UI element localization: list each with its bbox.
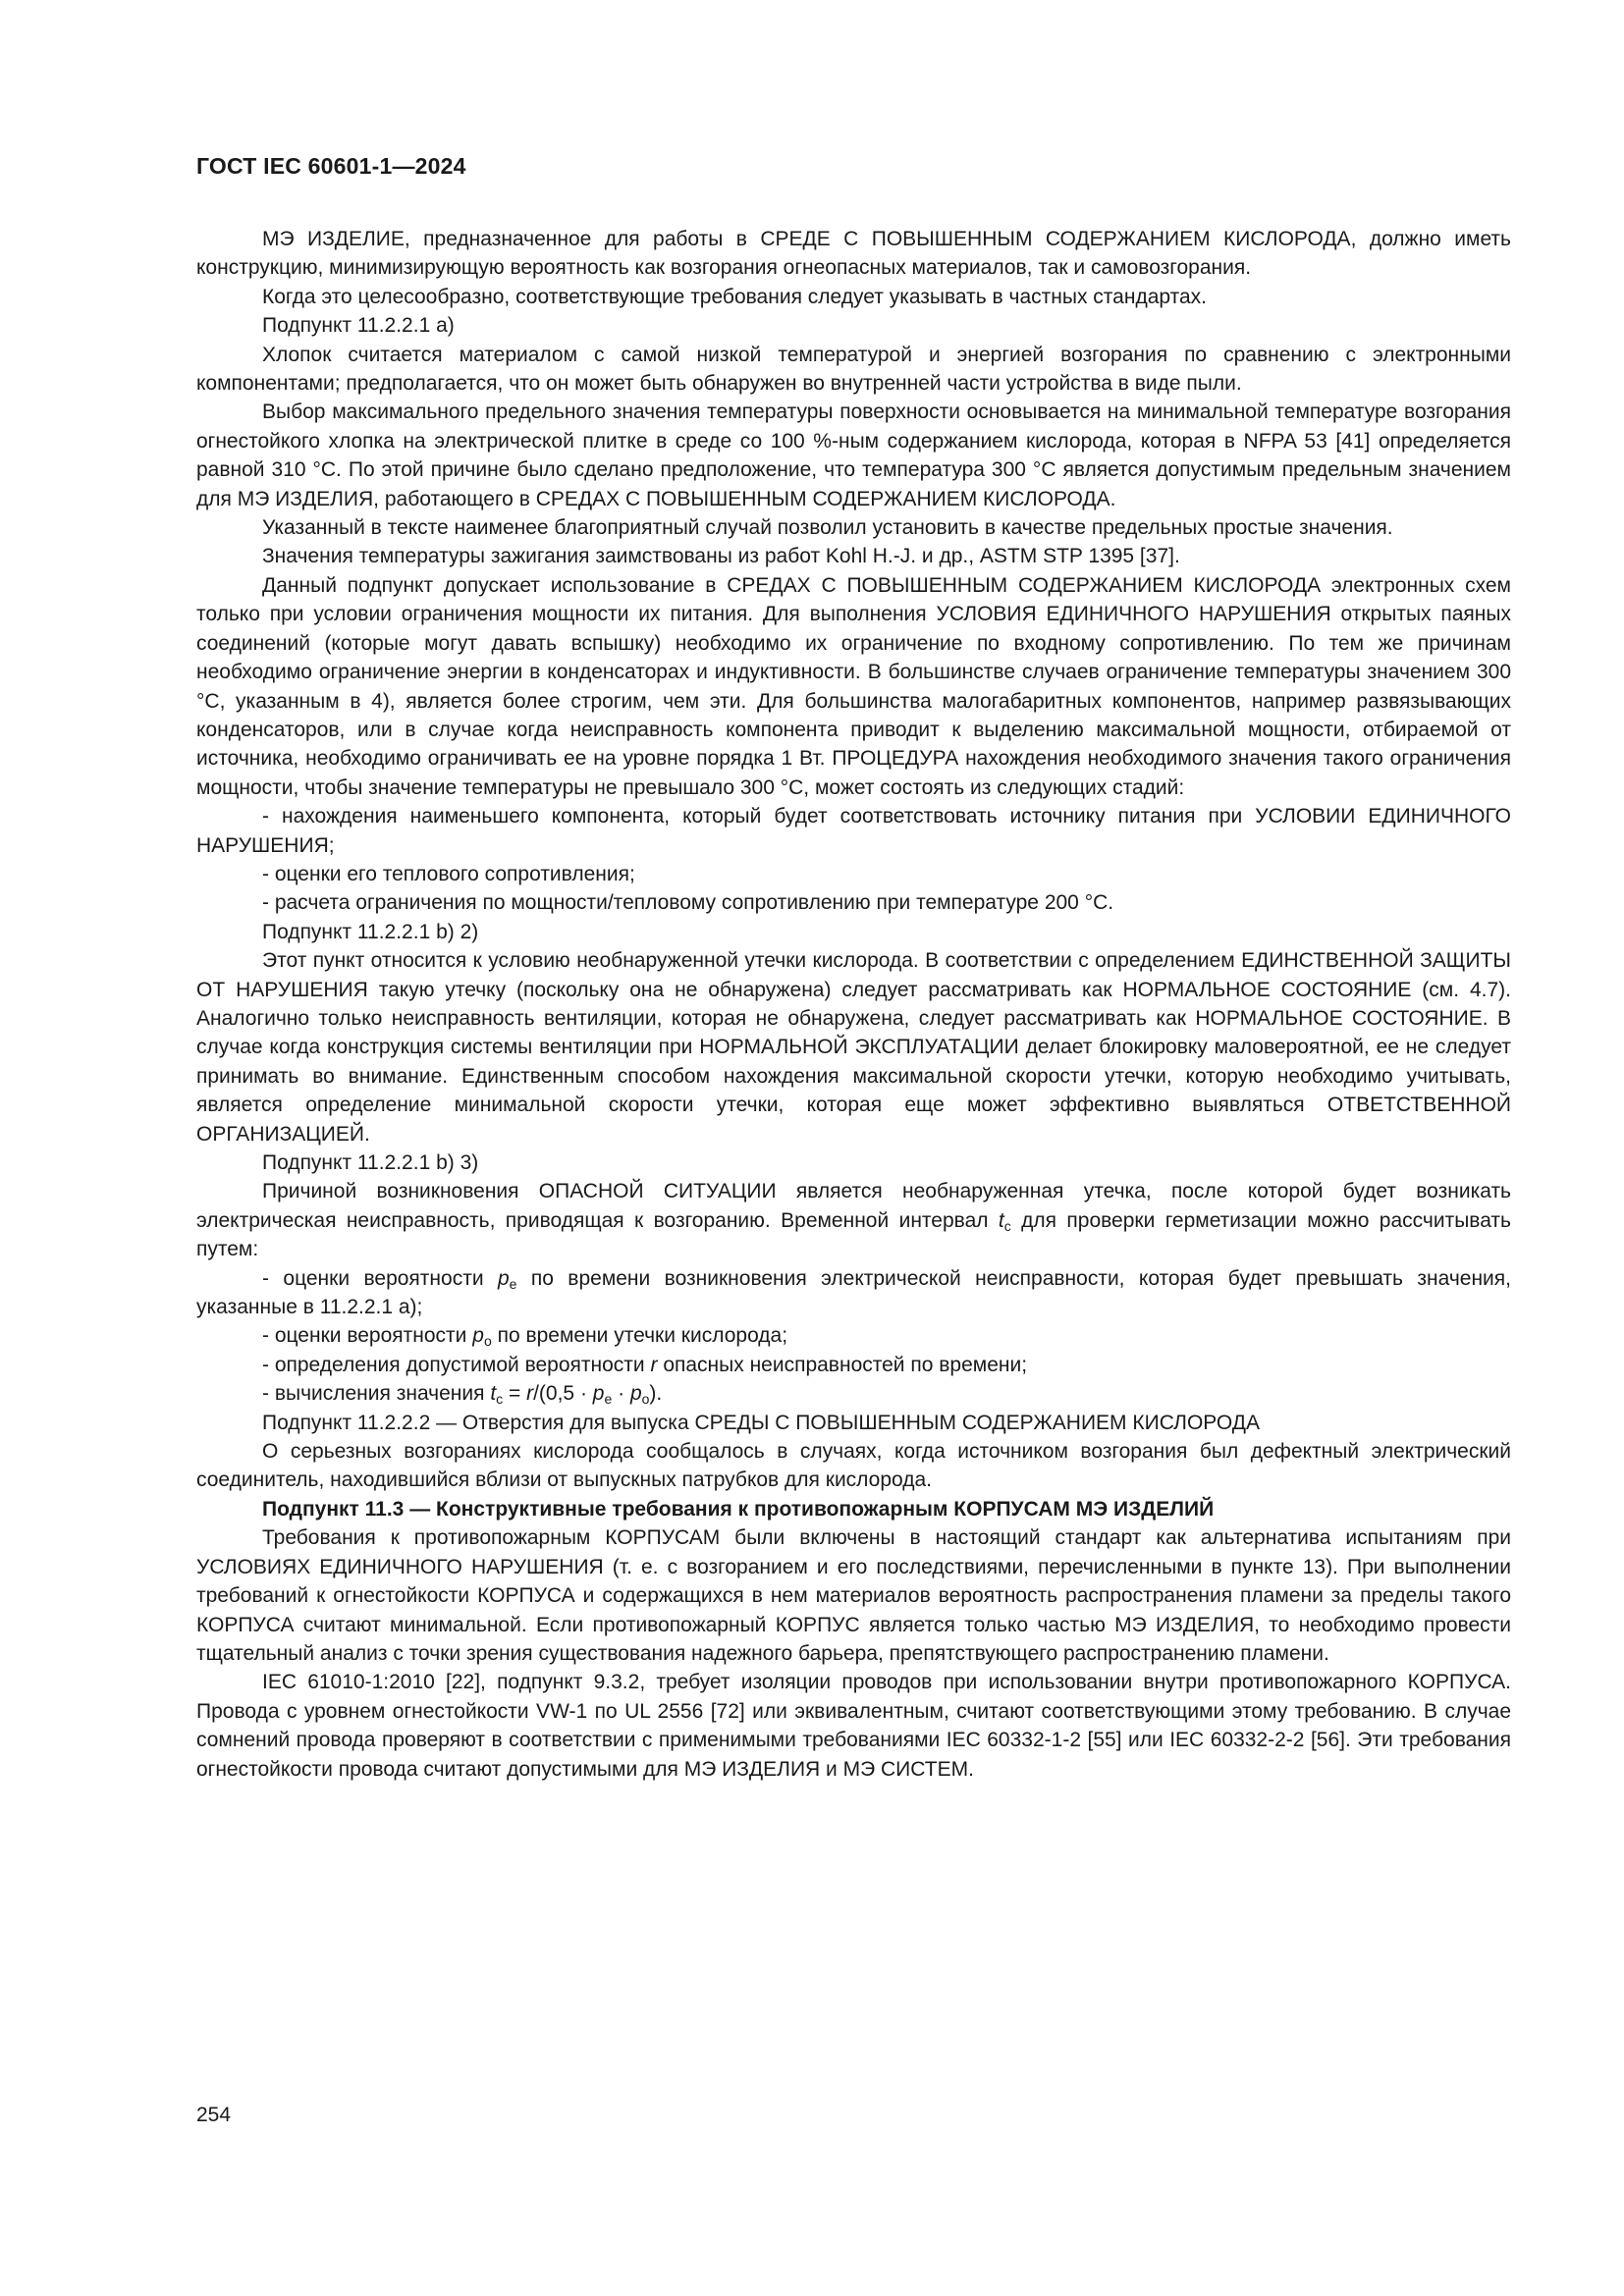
paragraph: Выбор максимального предельного значения температуры поверхности основывается на минимальной температуре возгорания огнестойкого хлопка на электрической плитке в среде со 100 %-ным содержанием кислорода, которая в NFPA 53 [41] определяется равной 310 °С. По этой причине было сделано предположение, что температура 300 °С является допустимым предельным значением для МЭ ИЗДЕЛИЯ, работающего в СРЕДАХ С ПОВЫШЕННЫМ СОДЕРЖАНИЕМ КИСЛОРОДА. bbox=[196, 400, 1511, 510]
document-body bbox=[196, 225, 1511, 1784]
paragraph: МЭ ИЗДЕЛИЕ, предназначенное для работы в СРЕДЕ С ПОВЫШЕННЫМ СОДЕРЖАНИЕМ КИСЛОРОДА, должно иметь конструкцию, минимизирующую вероятность как возгорания огнеопасных материалов, так и самовозгорания. bbox=[196, 228, 1511, 280]
paragraph: Когда это целесообразно, соответствующие требования следует указывать в частных стандартах. bbox=[262, 285, 1208, 308]
paragraph: - нахождения наименьшего компонента, который будет соответствовать источнику питания при УСЛОВИИ ЕДИНИЧНОГО НАРУШЕНИЯ; bbox=[196, 805, 1511, 857]
paragraph: Значения температуры зажигания заимствованы из работ Kohl H.-J. и др., ASTM STP 1395 [37]. bbox=[262, 545, 1180, 568]
paragraph: - расчета ограничения по мощности/тепловому сопротивлению при температуре 200 °С. bbox=[262, 891, 1114, 915]
paragraph: Подпункт 11.2.2.1 b) 2) bbox=[262, 920, 479, 943]
paragraph: Требования к противопожарным КОРПУСАМ были включены в настоящий стандарт как альтернатива испытаниям при УСЛОВИЯХ ЕДИНИЧНОГО НАРУШЕНИЯ (т. е. с возгоранием и его последствиями, перечисленными в пункте 13). При выполнении требований к огнестойкости КОРПУСА и содержащихся в нем материалов вероятность распространения пламени за пределы такого КОРПУСА считают минимальной. Если противопожарный КОРПУС является только частью МЭ ИЗДЕЛИЯ, то необходимо провести тщательный анализ с точки зрения существования надежного барьера, препятствующего распространению пламени. bbox=[196, 1526, 1511, 1665]
section-heading: Подпункт 11.3 — Конструктивные требования к противопожарным КОРПУСАМ МЭ ИЗДЕЛИЙ bbox=[262, 1497, 1215, 1521]
paragraph: - оценки вероятности $p_e$ по времени возникновения электрической неисправности, которая будет превышать значения, указанные в 11.2.2.1 а); bbox=[196, 1266, 1511, 1319]
document-header: ГОСТ IEC 60601-1—2024 bbox=[196, 153, 466, 179]
paragraph: - оценки вероятности $p_o$ по времени утечки кислорода; bbox=[262, 1324, 788, 1350]
paragraph: - вычисления значения $t_c = r/(0,5 \cdot p_e \cdot p_o)$. bbox=[262, 1382, 663, 1408]
paragraph: Подпункт 11.2.2.2 — Отверстия для выпуска СРЕДЫ С ПОВЫШЕННЫМ СОДЕРЖАНИЕМ КИСЛОРОДА bbox=[262, 1411, 1260, 1434]
paragraph: Причиной возникновения ОПАСНОЙ СИТУАЦИИ является необнаруженная утечка, после которой будет возникать электрическая неисправность, приводящая к возгоранию. Временной интервал $t_c$ для проверки герметизации можно рассчитывать путем: bbox=[196, 1180, 1511, 1261]
paragraph: Подпункт 11.2.2.1 b) 3) bbox=[262, 1151, 479, 1174]
paragraph: IEC 61010-1:2010 [22], подпункт 9.3.2, требует изоляции проводов при использовании внутри противопожарного КОРПУСА. Провода с уровнем огнестойкости VW-1 по UL 2556 [72] или эквивалентным, считают соответствующими этому требованию. В случае сомнений провода проверяют в соответствии с применимыми требованиями IEC 60332-1-2 [55] или IEC 60332-2-2 [56]. Эти требования огнестойкости провода считают допустимыми для МЭ ИЗДЕЛИЯ и МЭ СИСТЕМ. bbox=[196, 1671, 1511, 1781]
paragraph: Подпункт 11.2.2.1 а) bbox=[262, 314, 455, 338]
paragraph: Этот пункт относится к условию необнаруженной утечки кислорода. В соответствии с определением ЕДИНСТВЕННОЙ ЗАЩИТЫ ОТ НАРУШЕНИЯ такую утечку (поскольку она не обнаружена) следует рассматривать как НОРМАЛЬНОЕ СОСТОЯНИЕ (см. 4.7). Аналогично только неисправность вентиляции, которая не обнаружена, следует рассматривать как НОРМАЛЬНОЕ СОСТОЯНИЕ. В случае когда конструкция системы вентиляции при НОРМАЛЬНОЙ ЭКСПЛУАТАЦИИ делает блокировку маловероятной, ее не следует принимать во внимание. Единственным способом нахождения максимальной скорости утечки, которую необходимо учитывать, является определение минимальной скорости утечки, которая еще может эффективно выявляться ОТВЕТСТВЕННОЙ ОРГАНИЗАЦИЕЙ. bbox=[196, 949, 1511, 1146]
paragraph: Данный подпункт допускает использование в СРЕДАХ С ПОВЫШЕННЫМ СОДЕРЖАНИЕМ КИСЛОРОДА электронных схем только при условии ограничения мощности их питания. Для выполнения УСЛОВИЯ ЕДИНИЧНОГО НАРУШЕНИЯ открытых паяных соединений (которые могут давать вспышку) необходимо их ограничение по входному сопротивлению. По тем же причинам необходимо ограничение энергии в конденсаторах и индуктивности. В большинстве случаев ограничение температуры значением 300 °С, указанным в 4), является более строгим, чем эти. Для большинства малогабаритных компонентов, например развязывающих конденсаторов, или в случае когда неисправность компонента приводит к выделению максимальной мощности, отбираемой от источника, необходимо ограничивать ее на уровне порядка 1 Вт. ПРОЦЕДУРА нахождения необходимого значения такого ограничения мощности, чтобы значение температуры не превышало 300 °С, может состоять из следующих стадий: bbox=[196, 573, 1511, 799]
paragraph: - определения допустимой вероятности r опасных неисправностей по времени; bbox=[262, 1353, 1028, 1376]
paragraph: Хлопок считается материалом с самой низкой температурой и энергией возгорания по сравнению с электронными компонентами; предполагается, что он может быть обнаружен во внутренней части устройства в виде пыли. bbox=[196, 343, 1511, 396]
paragraph: О серьезных возгораниях кислорода сообщалось в случаях, когда источником возгорания был дефектный электрический соединитель, находившийся вблизи от выпускных патрубков для кислорода. bbox=[196, 1440, 1511, 1492]
paragraph: - оценки его теплового сопротивления; bbox=[262, 862, 635, 885]
paragraph: Указанный в тексте наименее благоприятный случай позволил установить в качестве предельных простые значения. bbox=[262, 516, 1393, 540]
page-number: 254 bbox=[196, 2104, 232, 2126]
